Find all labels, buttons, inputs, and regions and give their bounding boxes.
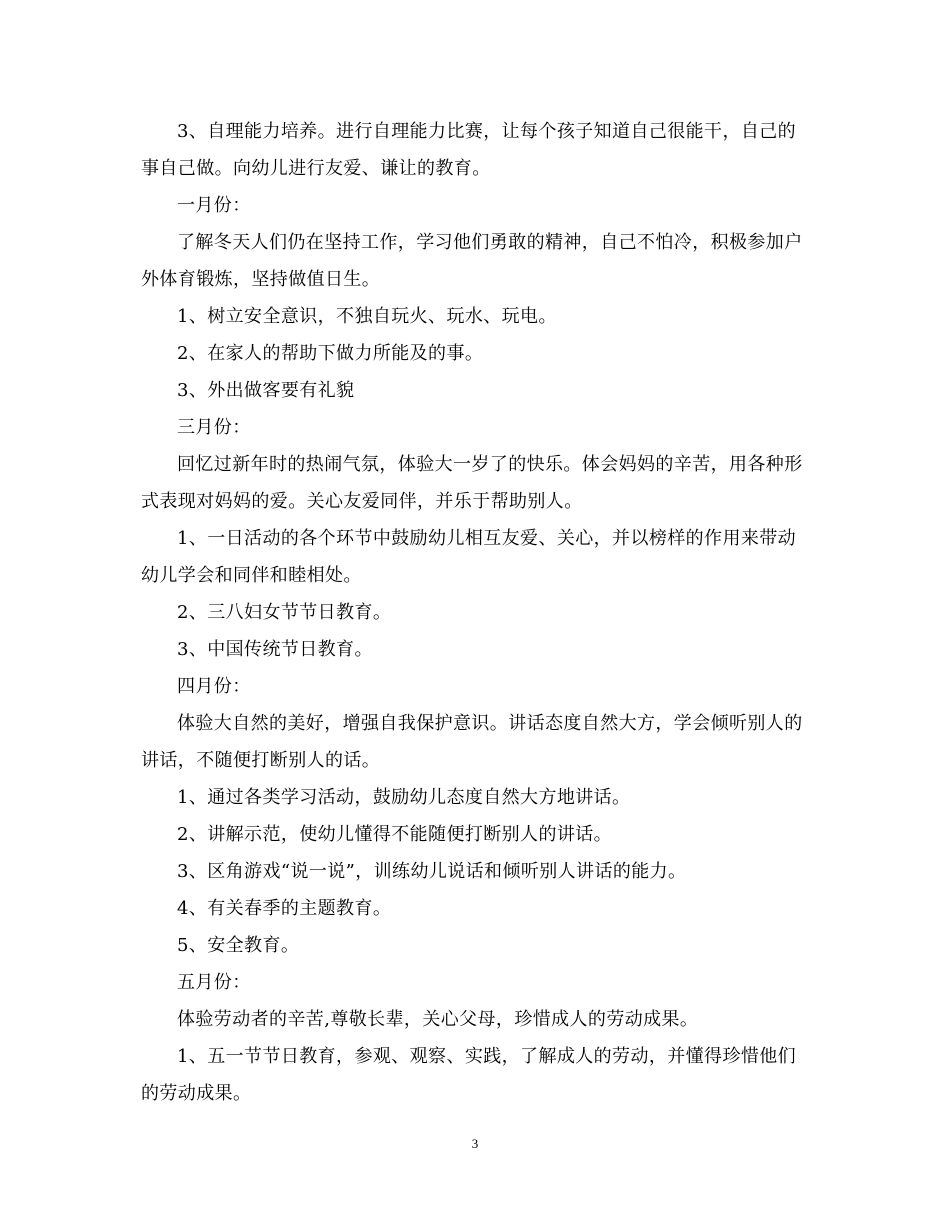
- list-item: 1、五一节节日教育，参观、观察、实践，了解成人的劳动，并懂得珍惜他们的劳动成果。: [141, 1046, 797, 1104]
- section-heading-march: 三月份：: [177, 417, 251, 438]
- list-item: 5、安全教育。: [177, 935, 300, 956]
- document-body: [141, 113, 809, 1112]
- paragraph: 体验劳动者的辛苦,尊敬长辈，关心父母，珍惜成人的劳动成果。: [177, 1009, 699, 1030]
- paragraph: 体验大自然的美好，增强自我保护意识。讲话态度自然大方，学会倾听别人的讲话，不随便打断别人的话。: [141, 713, 803, 771]
- list-item: 2、在家人的帮助下做力所能及的事。: [177, 343, 484, 364]
- section-heading-april: 四月份：: [177, 676, 251, 697]
- section-heading-january: 一月份：: [177, 195, 251, 216]
- paragraph: 回忆过新年时的热闹气氛，体验大一岁了的快乐。体会妈妈的辛苦，用各种形式表现对妈妈的爱。关心友爱同伴，并乐于帮助别人。: [141, 454, 803, 512]
- list-item: 3、区角游戏“说一说”，训练幼儿说话和倾听别人讲话的能力。: [177, 861, 687, 882]
- list-item: 2、讲解示范，使幼儿懂得不能随便打断别人的讲话。: [177, 824, 613, 845]
- list-item: 1、树立安全意识，不独自玩火、玩水、玩电。: [177, 306, 557, 327]
- list-item: 4、有关春季的主题教育。: [177, 898, 392, 919]
- list-item: 3、外出做客要有礼貌: [177, 380, 355, 401]
- section-heading-may: 五月份：: [177, 972, 251, 993]
- list-item: 1、一日活动的各个环节中鼓励幼儿相互友爱、关心，并以榜样的作用来带动幼儿学会和同伴和睦相处。: [141, 528, 797, 586]
- list-item: 3、中国传统节日教育。: [177, 639, 373, 660]
- paragraph: 了解冬天人们仍在坚持工作，学习他们勇敢的精神，自己不怕冷，积极参加户外体育锻炼，坚持做值日生。: [141, 232, 803, 290]
- paragraph: 3、自理能力培养。进行自理能力比赛，让每个孩子知道自己很能干，自己的事自己做。向幼儿进行友爱、谦让的教育。: [141, 121, 797, 179]
- list-item: 2、三八妇女节节日教育。: [177, 602, 392, 623]
- page-number: 3: [471, 1136, 479, 1151]
- list-item: 1、通过各类学习活动，鼓励幼儿态度自然大方地讲话。: [177, 787, 631, 808]
